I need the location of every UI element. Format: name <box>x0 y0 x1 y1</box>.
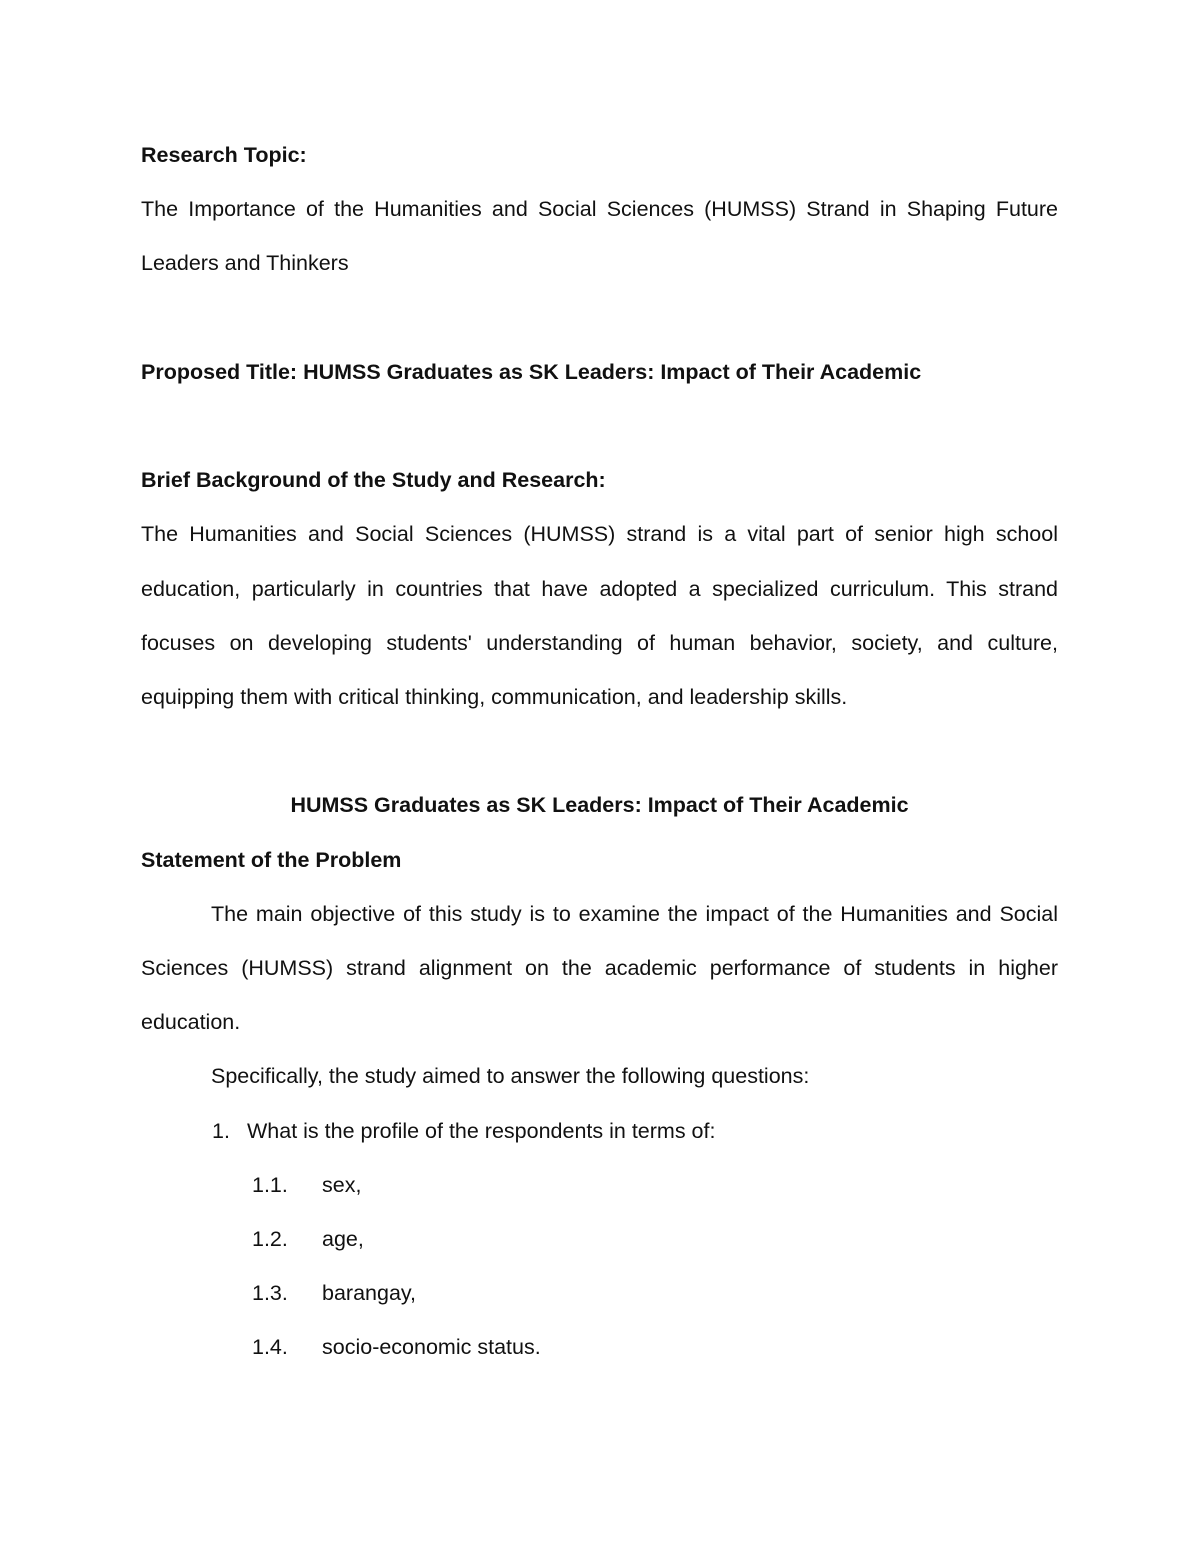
subitem <box>141 1266 1058 1320</box>
background-paragraph: The Humanities and Social Sciences (HUMSS) strand is a vital part of senior high school education, particularly in countries that have adopted a specialized curriculum. This strand focuses on developing students' understanding of human behavior, society, and culture, equipping them with critical thinking, communication, and leadership skills. <box>141 522 1058 709</box>
subitem-list <box>141 1158 1058 1375</box>
background-heading: Brief Background of the Study and Research: <box>141 468 606 493</box>
subitem-number: 1.3. <box>252 1281 288 1306</box>
question-list <box>141 1104 1058 1158</box>
subitem-text: socio-economic status. <box>322 1335 541 1360</box>
objective-paragraph: The main objective of this study is to examine the impact of the Humanities and Social Sciences (HUMSS) strand alignment on the academic performance of students in higher education. <box>141 901 1058 1035</box>
subitem-number: 1.2. <box>252 1227 288 1252</box>
subitem-number: 1.1. <box>252 1172 288 1197</box>
document-body <box>141 128 1058 1375</box>
spacer <box>141 724 1058 778</box>
study-title: HUMSS Graduates as SK Leaders: Impact of Their Academic <box>290 793 909 818</box>
research-topic-heading: Research Topic: <box>141 143 307 167</box>
spacer <box>141 399 1058 453</box>
statement-of-problem-heading: Statement of the Problem <box>141 847 402 872</box>
subitem <box>141 1158 1058 1212</box>
subitem-text: age, <box>322 1227 364 1252</box>
subitem-text: barangay, <box>322 1281 417 1306</box>
research-topic-text: The Importance of the Humanities and Social Sciences (HUMSS) Strand in Shaping Future Leaders and Thinkers <box>141 197 1058 276</box>
subitem <box>141 1320 1058 1374</box>
proposed-title: Proposed Title: HUMSS Graduates as SK Leaders: Impact of Their Academic <box>141 359 922 384</box>
question-item <box>212 1104 1058 1158</box>
subitem-number: 1.4. <box>252 1335 288 1360</box>
spacer <box>141 291 1058 345</box>
question-number: 1. <box>212 1118 230 1143</box>
question-text: What is the profile of the respondents in terms of: <box>247 1118 716 1143</box>
questions-intro: Specifically, the study aimed to answer the following questions: <box>211 1064 810 1089</box>
subitem-text: sex, <box>322 1172 362 1197</box>
subitem <box>141 1212 1058 1266</box>
